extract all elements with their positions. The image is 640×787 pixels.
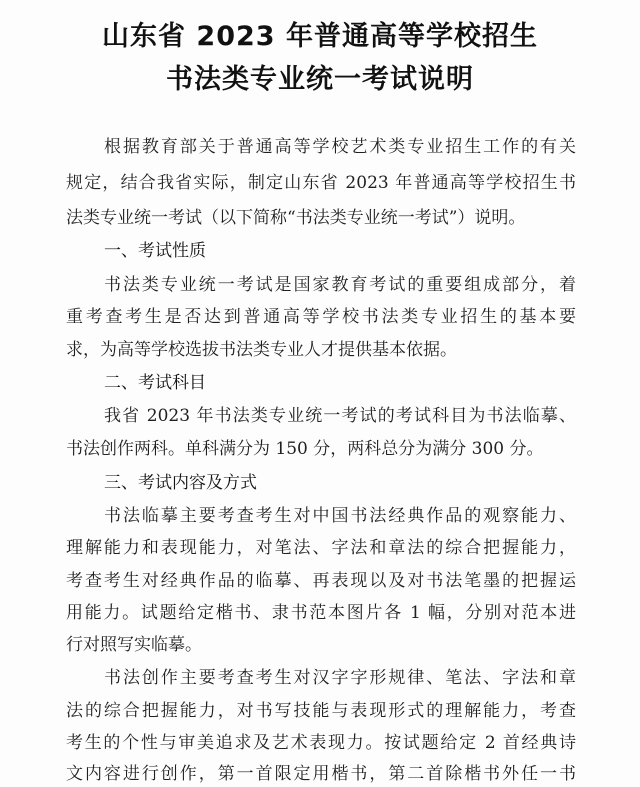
intro-line-1: 根据教育部关于普通高等学校艺术类专业招生工作的有关 — [104, 137, 576, 157]
section-3-line-7: 法的综合把握能力，对书写技能与表现形式的理解能力，考查 — [66, 701, 576, 721]
section-heading-2: 二、考试科目 — [104, 373, 206, 393]
section-3-line-9: 文内容进行创作，第一首限定用楷书，第二首除楷书外任一书 — [66, 764, 576, 784]
intro-line-2: 规定，结合我省实际，制定山东省 2023 年普通高等学校招生书 — [66, 173, 576, 193]
section-3-line-3: 考查考生对经典作品的临摹、再表现以及对书法笔墨的把握运 — [66, 571, 576, 591]
section-heading-3: 三、考试内容及方式 — [104, 473, 257, 493]
section-1-line-3: 求，为高等学校选拔书法类专业人才提供基本依据。 — [66, 340, 457, 360]
document-title-line-2: 书法类专业统一考试说明 — [166, 64, 474, 95]
section-3-line-4: 用能力。试题给定楷书、隶书范本图片各 1 幅，分别对范本进 — [66, 603, 576, 623]
section-3-line-6: 书法创作主要考查考生对汉字字形规律、笔法、字法和章 — [104, 668, 576, 688]
section-3-line-2: 理解能力和表现能力，对笔法、字法和章法的综合把握能力， — [66, 538, 576, 558]
section-3-line-8: 考生的个性与审美追求及艺术表现力。按试题给定 2 首经典诗 — [66, 733, 576, 753]
intro-line-3: 法类专业统一考试（以下简称“书法类专业统一考试”）说明。 — [66, 208, 526, 228]
section-1-line-1: 书法类专业统一考试是国家教育考试的重要组成部分，着 — [104, 275, 576, 295]
section-3-line-1: 书法临摹主要考查考生对中国书法经典作品的观察能力、 — [104, 506, 576, 526]
section-heading-1: 一、考试性质 — [104, 241, 206, 261]
section-3-line-5: 行对照写实临摹。 — [66, 635, 202, 655]
document-title-line-1: 山东省 2023 年普通高等学校招生 — [102, 21, 538, 52]
section-2-line-2: 书法创作两科。单科满分为 150 分，两科总分为满分 300 分。 — [66, 439, 544, 459]
section-1-line-2: 重考查考生是否达到普通高等学校书法类专业招生的基本要 — [66, 307, 576, 327]
section-2-line-1: 我省 2023 年书法类专业统一考试的考试科目为书法临摹、 — [104, 406, 576, 426]
